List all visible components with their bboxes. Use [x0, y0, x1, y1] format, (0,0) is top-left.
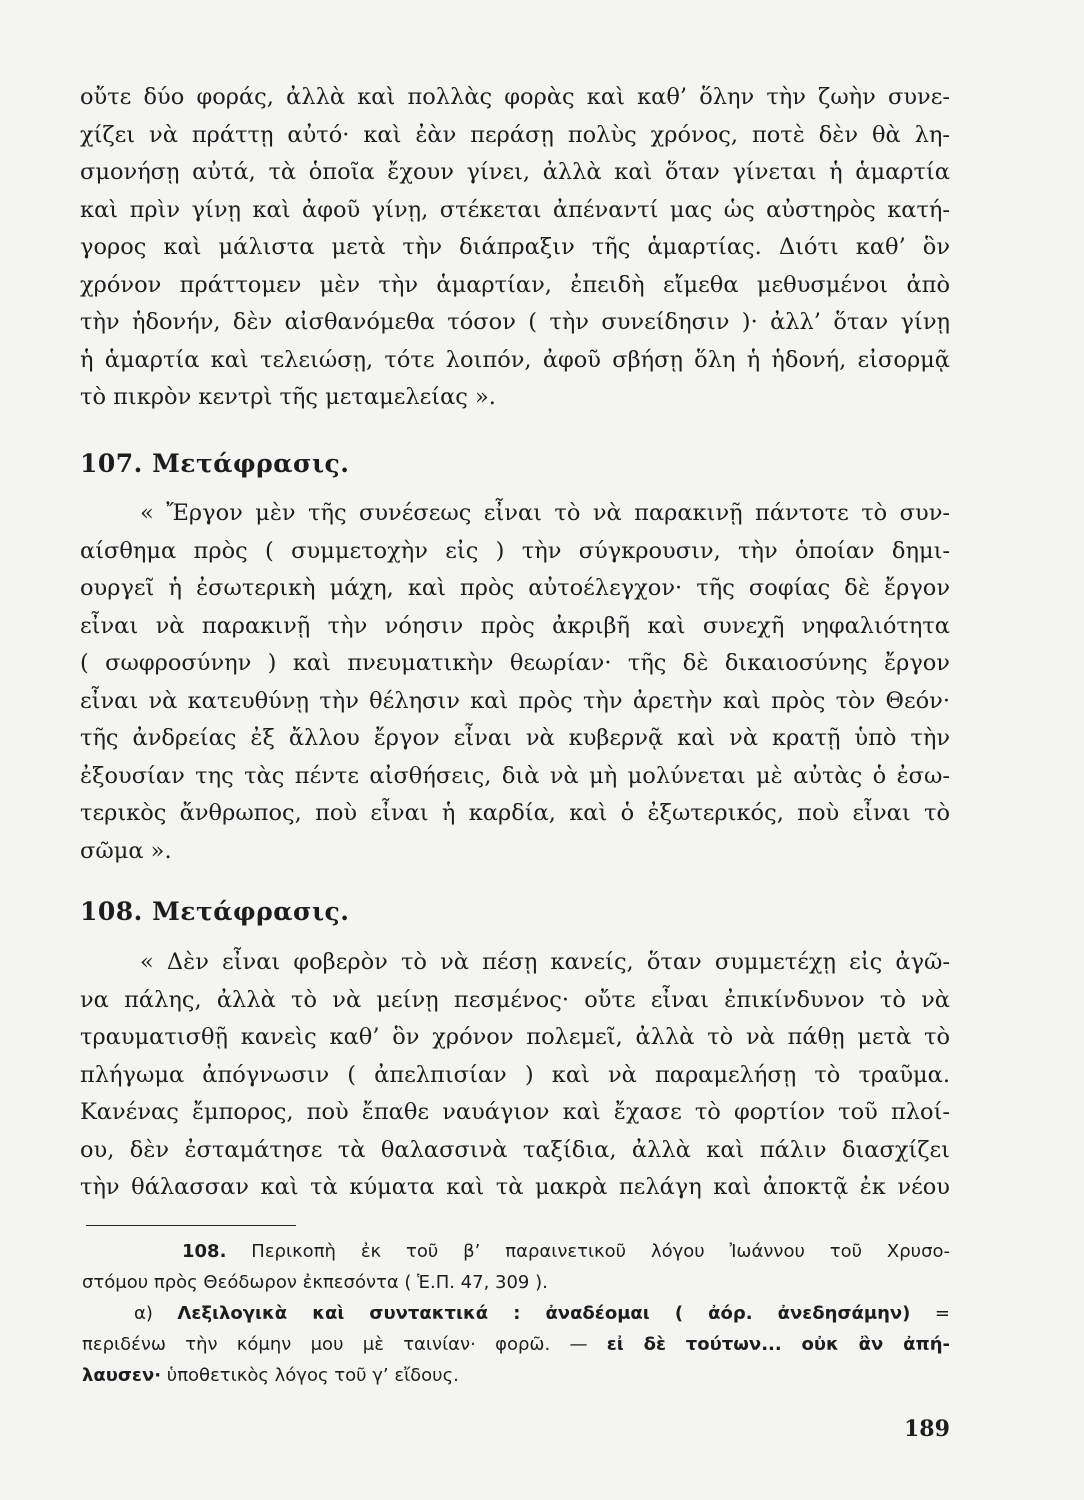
text-line: ἐξουσίαν της τὰς πέντε αἰσθήσεις, διὰ νὰ μὴ μολύνεται μὲ αὐτὰς ὁ ἐσω- [80, 762, 950, 789]
footnote-bold-text: εἰ δὲ τούτων... οὐκ ἂν ἀπή- [606, 1334, 950, 1355]
footnote-bold-label: Λεξιλογικὰ καὶ συντακτικά : ἀναδέομαι ( ἀόρ. ἀνεδησάμην) [177, 1303, 911, 1324]
footnote-line [82, 1360, 950, 1391]
text-line: καὶ πρὶν γίνῃ καὶ ἀφοῦ γίνῃ, στέκεται ἀπέναντί μας ὡς αὐστηρὸς κατή- [80, 196, 950, 223]
text-line: πλήγωμα ἀπόγνωσιν ( ἀπελπισίαν ) καὶ νὰ παραμελήσῃ τὸ τραῦμα. [80, 1061, 950, 1088]
page-number: 189 [904, 1416, 950, 1442]
text-line: τραυματισθῇ κανεὶς καθ’ ὃν χρόνον πολεμεῖ, ἀλλὰ τὸ νὰ πάθῃ μετὰ τὸ [80, 1024, 950, 1050]
footnote-text: Περικοπὴ ἐκ τοῦ β’ παραινετικοῦ λόγου Ἰωάννου τοῦ Χρυσο- [251, 1241, 950, 1262]
intro-paragraph [80, 79, 950, 417]
footnote-line: στόμου πρὸς Θεόδωρον ἐκπεσόντα ( Ἑ.Π. 47, 309 ). [82, 1272, 548, 1293]
footnotes [82, 1236, 950, 1391]
text-line: σμονήσῃ αὐτά, τὰ ὁποῖα ἔχουν γίνει, ἀλλὰ καὶ ὅταν γίνεται ἡ ἁμαρτία [80, 159, 950, 185]
section-108-heading: 108. Μετάφρασις. [80, 897, 350, 926]
text-line: γορος καὶ μάλιστα μετὰ τὴν διάπραξιν τῆς ἁμαρτίας. Διότι καθ’ ὃν [80, 234, 950, 260]
text-line: χρόνον πράττομεν μὲν τὴν ἁμαρτίαν, ἐπειδὴ εἴμεθα μεθυσμένοι ἀπὸ [80, 271, 950, 298]
text-line: εἶναι νὰ παρακινῇ τὴν νόησιν πρὸς ἀκριβῆ καὶ συνεχῆ νηφαλιότητα [80, 612, 950, 639]
text-line: « Δὲν εἶναι φοβερὸν τὸ νὰ πέσῃ κανείς, ὅταν συμμετέχῃ εἰς ἀγῶ- [140, 949, 950, 975]
text-line: εἶναι νὰ κατευθύνῃ τὴν θέλησιν καὶ πρὸς τὴν ἀρετὴν καὶ πρὸς τὸν Θεόν· [80, 687, 950, 714]
text-line: να πάλης, ἀλλὰ τὸ νὰ μείνῃ πεσμένος· οὔτε εἶναι ἐπικίνδυνον τὸ νὰ [80, 986, 950, 1013]
text-line: ( σωφροσύνην ) καὶ πνευματικὴν θεωρίαν· τῆς δὲ δικαιοσύνης ἔργον [80, 650, 950, 676]
section-107-heading: 107. Μετάφρασις. [80, 449, 350, 478]
footnote-divider [86, 1225, 296, 1226]
text-line: ουργεῖ ἡ ἐσωτερικὴ μάχη, καὶ πρὸς αὐτοέλεγχον· τῆς σοφίας δὲ ἔργον [80, 575, 950, 601]
text-line: αίσθημα πρὸς ( συμμετοχὴν εἰς ) τὴν σύγκρουσιν, τὴν ὁποίαν δημι- [80, 537, 950, 564]
text-line: ἡ ἁμαρτία καὶ τελειώσῃ, τότε λοιπόν, ἀφοῦ σβήσῃ ὅλη ἡ ἡδονή, εἰσορμᾷ [80, 346, 950, 373]
text-line: σῶμα ». [80, 837, 172, 864]
text-line: ου, δὲν ἐσταμάτησε τὰ θαλασσινὰ ταξίδια, ἀλλὰ καὶ πάλιν διασχίζει [80, 1136, 950, 1163]
text-line: οὔτε δύο φοράς, ἀλλὰ καὶ πολλὰς φορὰς καὶ καθ’ ὅλην τὴν ζωὴν συνε- [80, 84, 950, 110]
text-line: Κανένας ἔμπορος, ποὺ ἔπαθε ναυάγιον καὶ ἔχασε τὸ φορτίον τοῦ πλοί- [80, 1099, 950, 1125]
text-line: τὴν θάλασσαν καὶ τὰ κύματα καὶ τὰ μακρὰ πελάγη καὶ ἀποκτᾷ ἐκ νέου [80, 1174, 950, 1200]
footnote-line [82, 1298, 950, 1329]
footnote-line [82, 1236, 950, 1267]
footnote-bold-text: λαυσεν· [82, 1365, 162, 1386]
section-108-paragraph [80, 944, 950, 1207]
footnote-line [82, 1329, 950, 1360]
footnote-text: ὑποθετικὸς λόγος τοῦ γ’ εἴδους. [166, 1365, 459, 1386]
text-line: τὸ πικρὸν κεντρὶ τῆς μεταμελείας ». [80, 384, 496, 410]
text-line: τὴν ἡδονήν, δὲν αἰσθανόμεθα τόσον ( τὴν συνείδησιν )· ἀλλ’ ὅταν γίνῃ [80, 309, 950, 335]
footnote-number: 108. [182, 1241, 227, 1262]
footnote-suffix: = [934, 1303, 950, 1324]
footnote-text: περιδένω τὴν κόμην μου μὲ ταινίαν· φορῶ. — [82, 1334, 588, 1355]
text-line: χίζει νὰ πράττῃ αὐτό· καὶ ἐὰν περάσῃ πολὺς χρόνος, ποτὲ δὲν θὰ λη- [80, 121, 950, 148]
text-line: τῆς ἀνδρείας ἐξ ἄλλου ἔργον εἶναι νὰ κυβερνᾷ καὶ νὰ κρατῇ ὑπὸ τὴν [80, 725, 950, 751]
text-line: τερικὸς ἄνθρωπος, ποὺ εἶναι ἡ καρδία, καὶ ὁ ἐξωτερικός, ποὺ εἶναι τὸ [80, 800, 950, 826]
text-line: « Ἔργον μὲν τῆς συνέσεως εἶναι τὸ νὰ παρακινῇ πάντοτε τὸ συν- [140, 500, 950, 526]
footnote-prefix: α) [134, 1303, 153, 1324]
section-107-paragraph [80, 495, 950, 870]
